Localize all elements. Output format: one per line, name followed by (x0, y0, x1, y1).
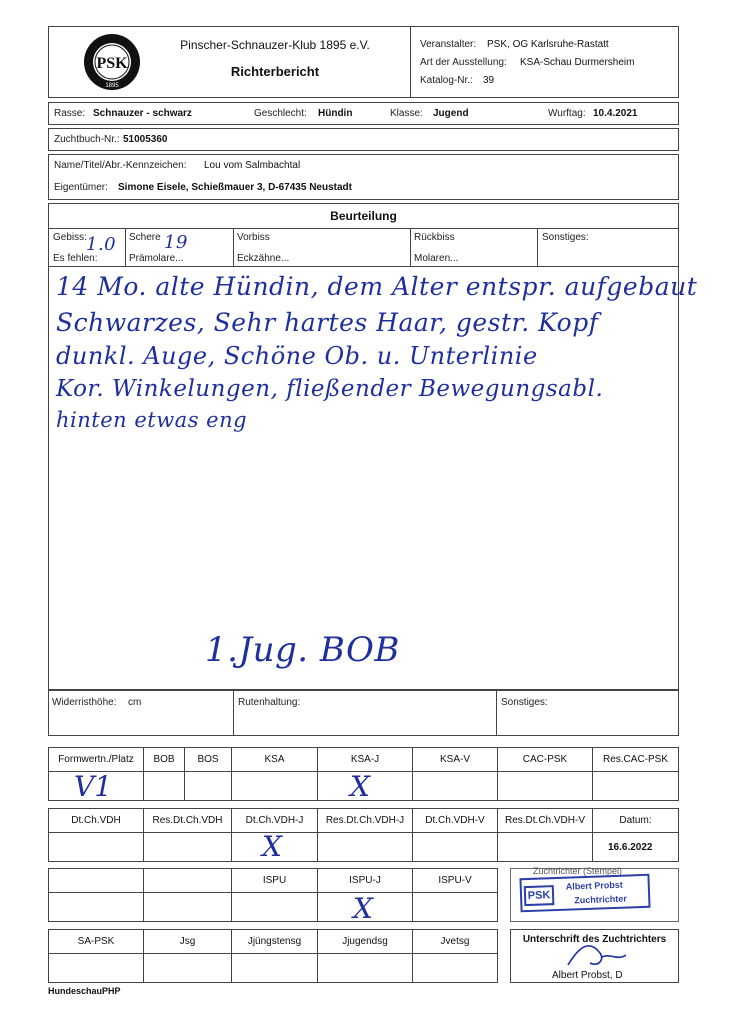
gebiss-handwriting: 1.0 (86, 234, 117, 255)
g1-val-ksa-v (412, 771, 498, 801)
stamp-name: Albert Probst (565, 879, 623, 892)
g1-val-ksa (231, 771, 318, 801)
stamp-role: Zuchtrichter (574, 893, 627, 906)
assessment-title: Beurteilung (330, 209, 397, 223)
molaren-label: Molaren... (414, 253, 459, 264)
height-label: Widerristhöhe: (52, 697, 117, 708)
g1-header-bos: BOS (184, 747, 232, 772)
g1-header-cac: CAC-PSK (497, 747, 593, 772)
g2-header-res-dtch-v: Res.Dt.Ch.VDH-V (497, 808, 593, 833)
report-line-1: 14 Mo. alte Hündin, dem Alter entspr. aufgebaut (56, 272, 698, 301)
g2-val-6 (497, 832, 593, 862)
stamp-logo: PSK (524, 885, 555, 906)
g3-val-1 (48, 892, 144, 922)
schere-label: Schere (129, 232, 161, 243)
organizer-value: PSK, OG Karlsruhe-Rastatt (487, 39, 609, 50)
teeth-div-3 (410, 228, 411, 266)
g2-val-1 (48, 832, 144, 862)
show-type-label: Art der Ausstellung: (420, 57, 507, 68)
owner-label: Eigentümer: (54, 182, 108, 193)
report-line-5: hinten etwas eng (56, 408, 248, 432)
show-type-value: KSA-Schau Durmersheim (520, 57, 635, 68)
g3-val-ispu-v (412, 892, 498, 922)
g2-header-res-dtch-j: Res.Dt.Ch.VDH-J (317, 808, 413, 833)
g2-header-dtch-v: Dt.Ch.VDH-V (412, 808, 498, 833)
g3-val-2 (143, 892, 232, 922)
teeth-sonstiges-label: Sonstiges: (542, 232, 589, 243)
report-line-4: Kor. Winkelungen, fließender Bewegungsabl. (56, 376, 604, 402)
dtch-vdh-j-mark: X (262, 830, 282, 863)
measure-other-label: Sonstiges: (501, 697, 548, 708)
stamp-label: Zuchtrichter (Stempel) (533, 866, 623, 876)
schere-handwriting: 19 (164, 232, 188, 253)
teeth-row-line (48, 266, 679, 267)
grade-handwriting: V1 (74, 770, 113, 803)
g2-val-4 (317, 832, 413, 862)
eckzaehne-label: Eckzähne... (237, 253, 290, 264)
g4-val-5 (412, 953, 498, 983)
catalog-value: 39 (483, 75, 495, 86)
organizer-label: Veranstalter: (420, 39, 477, 50)
g4-header-jvetsg: Jvetsg (412, 929, 498, 954)
report-title: Richterbericht (230, 64, 320, 79)
measure-div-1 (233, 690, 234, 736)
breed-label: Rasse: (54, 108, 86, 119)
g4-header-sa-psk: SA-PSK (48, 929, 144, 954)
height-unit: cm (128, 697, 142, 708)
ispu-j-mark: X (353, 892, 373, 925)
g2-header-res-dtch: Res.Dt.Ch.VDH (143, 808, 232, 833)
signature-label: Unterschrift des Zuchtrichters (522, 934, 667, 945)
studbook-label: Zuchtbuch-Nr.: (54, 134, 120, 145)
g1-val-bos (184, 771, 232, 801)
result-handwriting: 1.Jug. BOB (205, 630, 400, 670)
g2-val-5 (412, 832, 498, 862)
judge-stamp (519, 874, 650, 913)
breed-value: Schnauzer - schwarz (93, 108, 192, 119)
rueckbiss-label: Rückbiss (414, 232, 455, 243)
g4-val-3 (231, 953, 318, 983)
logo-year: 1895 (105, 83, 119, 89)
assessment-title-line (48, 228, 679, 229)
g1-header-ksa-j: KSA-J (317, 747, 413, 772)
studbook-value: 51005360 (123, 134, 168, 145)
g1-header-ksa-v: KSA-V (412, 747, 498, 772)
g3-header-empty-1 (48, 868, 144, 893)
header-divider (410, 26, 411, 98)
sex-label: Geschlecht: (254, 108, 307, 119)
g4-header-jjugendsg: Jjugendsg (317, 929, 413, 954)
tail-label: Rutenhaltung: (238, 697, 301, 708)
g4-header-jsg: Jsg (143, 929, 232, 954)
judge-name: Albert Probst, D (552, 970, 623, 981)
g3-header-empty-2 (143, 868, 232, 893)
measure-row (48, 690, 679, 736)
g2-header-dtch: Dt.Ch.VDH (48, 808, 144, 833)
litter-label: Wurftag: (548, 108, 586, 119)
club-logo (82, 32, 142, 92)
gebiss-label: Gebiss: (53, 232, 87, 243)
sex-value: Hündin (318, 108, 353, 119)
measure-div-2 (496, 690, 497, 736)
software-footer: HundeschauPHP (48, 986, 121, 996)
g1-header-res-cac: Res.CAC-PSK (592, 747, 679, 772)
name-value: Lou vom Salmbachtal (204, 160, 301, 171)
litter-value: 10.4.2021 (593, 108, 638, 119)
g2-header-dtch-j: Dt.Ch.VDH-J (231, 808, 318, 833)
report-line-2: Schwarzes, Sehr hartes Haar, gestr. Kopf (56, 308, 599, 337)
es-fehlen-label: Es fehlen: (53, 253, 98, 264)
g1-header-bob: BOB (143, 747, 185, 772)
name-label: Name/Titel/Abr.-Kennzeichen: (54, 160, 187, 171)
g4-header-jjuengstensg: Jjüngstensg (231, 929, 318, 954)
judge-signature (560, 935, 630, 975)
logo-text: PSK (96, 55, 128, 72)
g4-val-1 (48, 953, 144, 983)
g3-val-ispu (231, 892, 318, 922)
g4-val-4 (317, 953, 413, 983)
g1-val-cac (497, 771, 593, 801)
g1-val-bob (143, 771, 185, 801)
g4-val-2 (143, 953, 232, 983)
teeth-div-1 (125, 228, 126, 266)
ksa-j-mark: X (350, 770, 370, 803)
g2-val-2 (143, 832, 232, 862)
praemolare-label: Prämolare... (129, 253, 184, 264)
class-value: Jugend (433, 108, 469, 119)
club-name: Pinscher-Schnauzer-Klub 1895 e.V. (180, 38, 370, 52)
class-label: Klasse: (390, 108, 423, 119)
g1-header-ksa: KSA (231, 747, 318, 772)
owner-value: Simone Eisele, Schießmauer 3, D-67435 Neustadt (118, 182, 352, 193)
vorbiss-label: Vorbiss (237, 232, 270, 243)
g3-header-ispu: ISPU (231, 868, 318, 893)
g1-val-res-cac (592, 771, 679, 801)
teeth-div-2 (233, 228, 234, 266)
g3-header-ispu-v: ISPU-V (412, 868, 498, 893)
g1-header-formwert: Formwertn./Platz (48, 747, 144, 772)
g3-header-ispu-j: ISPU-J (317, 868, 413, 893)
report-line-3: dunkl. Auge, Schöne Ob. u. Unterlinie (56, 342, 538, 370)
date-value: 16.6.2022 (608, 842, 653, 853)
catalog-label: Katalog-Nr.: (420, 75, 473, 86)
g2-header-date: Datum: (592, 808, 679, 833)
teeth-div-4 (537, 228, 538, 266)
